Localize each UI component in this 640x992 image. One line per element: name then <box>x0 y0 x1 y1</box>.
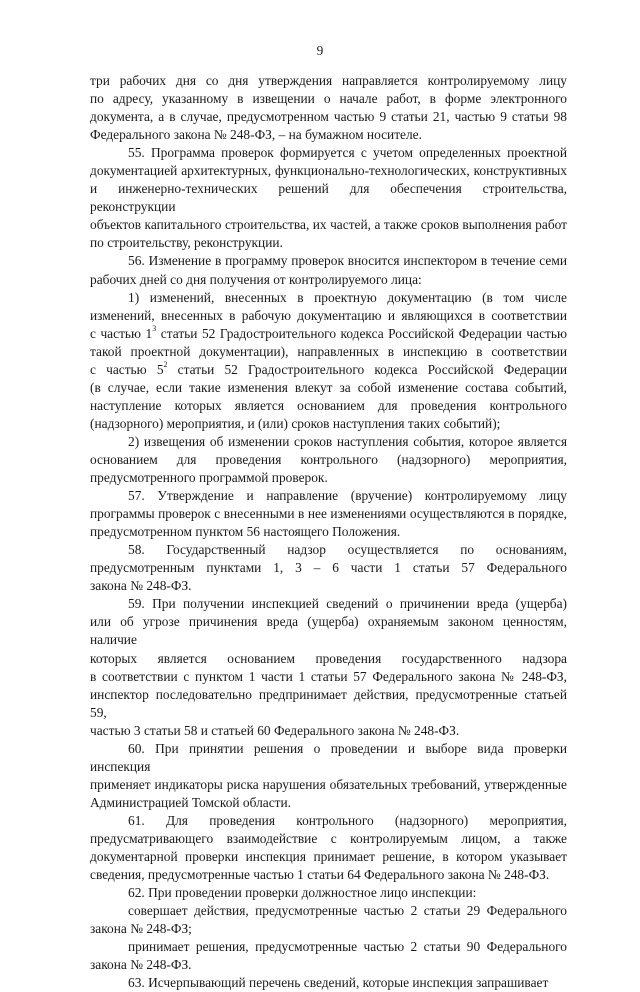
paragraph-line: по адресу, указанному в извещении о начале работ, в форме электронного <box>90 91 567 107</box>
paragraph-line: 62. При проведении проверки должностное лицо инспекции: <box>128 885 477 901</box>
paragraph-line: Администрацией Томской области. <box>90 794 292 810</box>
paragraph-line: Федерального закона № 248-ФЗ, – на бумажном носителе. <box>90 127 422 143</box>
page-number: 9 <box>316 43 324 58</box>
paragraph-line: предусматривающего взаимодействие с контролируемым лицом, а также <box>90 830 567 846</box>
paragraph-line: документа, а в случае, предусмотренном частью 9 статьи 21, частью 9 статьи 98 <box>90 109 567 125</box>
paragraph-line: предусмотренном пунктом 56 настоящего Положения. <box>90 524 401 540</box>
paragraph-line: в соответствии с пунктом 1 части 1 статьи 57 Федерального закона № 248-ФЗ, <box>90 668 567 684</box>
paragraph-line: или об угрозе причинения вреда (ущерба) охраняемым законом ценностям, наличие <box>90 614 567 648</box>
paragraph-line: документарной проверки инспекция принимает решение, в котором указывает <box>90 849 567 865</box>
paragraph-line: 58. Государственный надзор осуществляется по основаниям, <box>128 542 567 558</box>
paragraph-line: 57. Утверждение и направление (вручение) контролируемому лицу <box>128 488 567 504</box>
paragraph-line: рабочих дней со дня получения от контролируемого лица: <box>90 271 422 287</box>
paragraph-line: по строительству, реконструкции. <box>90 235 283 251</box>
paragraph-line: с частью $5^2$ статьи 52 Градостроительного кодекса Российской Федерации <box>90 360 567 377</box>
paragraph-line: и инженерно-технических решений для обеспечения строительства, реконструкции <box>90 181 567 215</box>
paragraph-line: с частью $1^3$ статьи 52 Градостроительного кодекса Российской Федерации частью <box>90 324 567 341</box>
superscript: 2 <box>163 360 168 370</box>
paragraph-line: закона № 248-ФЗ; <box>90 921 192 937</box>
paragraph-line: применяет индикаторы риска нарушения обязательных требований, утвержденные <box>90 776 567 792</box>
document-body <box>90 72 567 992</box>
paragraph-line: совершает действия, предусмотренные частью 2 статьи 29 Федерального <box>128 903 567 919</box>
paragraph-line: 61. Для проведения контрольного (надзорного) мероприятия, <box>128 812 567 828</box>
paragraph-line: объектов капитального строительства, их частей, а также сроков выполнения работ <box>90 217 567 233</box>
paragraph-line: принимает решения, предусмотренные частью 2 статьи 90 Федерального <box>128 939 567 955</box>
paragraph-line: 2) извещения об изменении сроков наступления события, которое является <box>128 433 567 449</box>
paragraph-line: программы проверок с внесенными в нее изменениями осуществляются в порядке, <box>90 506 567 522</box>
paragraph-line: закона № 248-ФЗ. <box>90 957 192 973</box>
paragraph-line: 55. Программа проверок формируется с учетом определенных проектной <box>128 145 567 161</box>
paragraph-line: документацией архитектурных, функционально-технологических, конструктивных <box>90 163 567 179</box>
paragraph-line: три рабочих дня со дня утверждения направляется контролируемому лицу <box>90 73 567 88</box>
paragraph-line: 56. Изменение в программу проверок вносится инспектором в течение семи <box>128 253 567 269</box>
paragraph-line: 59. При получении инспекцией сведений о причинении вреда (ущерба) <box>128 596 567 612</box>
paragraph-line: инспектор последовательно предпринимает действия, предусмотренные статьей 59, <box>90 686 567 720</box>
paragraph-line: наступление которых является основанием для проведения контрольного <box>90 397 567 413</box>
paragraph-line: такой проектной документации), направленных в инспекцию в соответствии <box>90 343 567 359</box>
paragraph-line: 63. Исчерпывающий перечень сведений, которые инспекция запрашивает <box>128 975 549 991</box>
paragraph-line: основанием для проведения контрольного (надзорного) мероприятия, <box>90 451 567 467</box>
paragraph-line: частью 3 статьи 58 и статьей 60 Федерального закона № 248-ФЗ. <box>90 722 460 738</box>
paragraph-line: (в случае, если такие изменения влекут за собой изменение состава событий, <box>90 379 567 395</box>
paragraph-line: закона № 248-ФЗ. <box>90 578 192 594</box>
paragraph-line: изменений, внесенных в рабочую документацию и являющихся в соответствии <box>90 307 567 323</box>
superscript: 3 <box>152 324 157 334</box>
paragraph-line: предусмотренным пунктами 1, 3 – 6 части 1 статьи 57 Федерального <box>90 560 567 576</box>
paragraph-line: 60. При принятии решения о проведении и выборе вида проверки инспекция <box>90 740 567 774</box>
paragraph-line: которых является основанием проведения государственного надзора <box>90 650 567 666</box>
paragraph-line: 1) изменений, внесенных в проектную документацию (в том числе <box>128 289 567 305</box>
paragraph-line: предусмотренного программой проверок. <box>90 470 328 486</box>
paragraph-line: сведения, предусмотренные частью 1 статьи 64 Федерального закона № 248-ФЗ. <box>90 867 550 883</box>
paragraph-line: (надзорного) мероприятия, и (или) сроков наступления таких событий); <box>90 415 501 431</box>
